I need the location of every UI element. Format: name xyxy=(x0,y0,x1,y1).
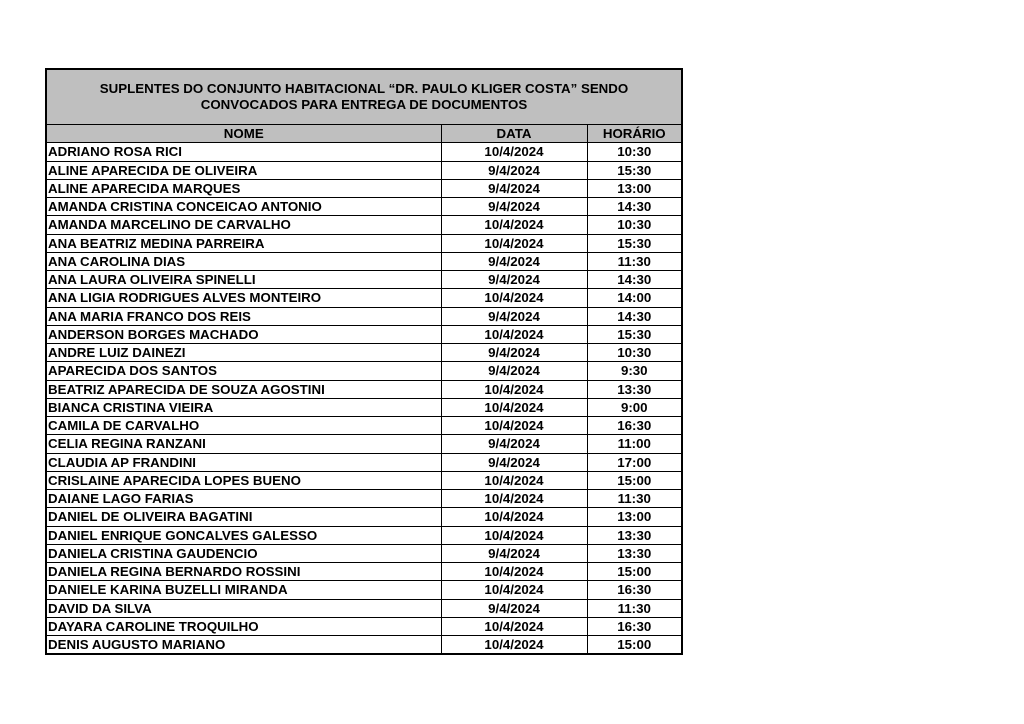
data-cell: 9/4/2024 xyxy=(441,198,587,216)
data-cell: 10/4/2024 xyxy=(441,636,587,655)
data-cell: 10/4/2024 xyxy=(441,325,587,343)
nome-cell: DANIEL ENRIQUE GONCALVES GALESSO xyxy=(46,526,441,544)
nome-cell: ANDERSON BORGES MACHADO xyxy=(46,325,441,343)
nome-cell: ADRIANO ROSA RICI xyxy=(46,143,441,161)
table-row xyxy=(46,526,682,544)
data-cell: 9/4/2024 xyxy=(441,252,587,270)
data-cell: 10/4/2024 xyxy=(441,398,587,416)
nome-cell: AMANDA MARCELINO DE CARVALHO xyxy=(46,216,441,234)
horario-cell: 14:00 xyxy=(587,289,682,307)
horario-cell: 14:30 xyxy=(587,307,682,325)
table-row xyxy=(46,216,682,234)
nome-cell: ANA CAROLINA DIAS xyxy=(46,252,441,270)
table-row xyxy=(46,453,682,471)
horario-cell: 10:30 xyxy=(587,143,682,161)
horario-cell: 13:30 xyxy=(587,526,682,544)
table-row xyxy=(46,271,682,289)
nome-cell: DENIS AUGUSTO MARIANO xyxy=(46,636,441,655)
data-cell: 9/4/2024 xyxy=(441,599,587,617)
horario-cell: 11:30 xyxy=(587,490,682,508)
horario-cell: 11:30 xyxy=(587,252,682,270)
horario-cell: 15:30 xyxy=(587,234,682,252)
data-cell: 10/4/2024 xyxy=(441,508,587,526)
nome-cell: DANIELA REGINA BERNARDO ROSSINI xyxy=(46,563,441,581)
table-row xyxy=(46,563,682,581)
table-row xyxy=(46,617,682,635)
data-cell: 9/4/2024 xyxy=(441,307,587,325)
nome-cell: DAVID DA SILVA xyxy=(46,599,441,617)
column-header-row xyxy=(46,125,682,143)
horario-cell: 15:00 xyxy=(587,563,682,581)
nome-cell: ANA BEATRIZ MEDINA PARREIRA xyxy=(46,234,441,252)
table-row xyxy=(46,599,682,617)
nome-cell: CELIA REGINA RANZANI xyxy=(46,435,441,453)
horario-cell: 13:30 xyxy=(587,544,682,562)
title-line-1: SUPLENTES DO CONJUNTO HABITACIONAL “DR. PAULO KLIGER COSTA” SENDO xyxy=(99,81,629,96)
horario-cell: 9:30 xyxy=(587,362,682,380)
data-cell: 10/4/2024 xyxy=(441,216,587,234)
table-row xyxy=(46,471,682,489)
table-row xyxy=(46,417,682,435)
column-header-nome: NOME xyxy=(46,125,441,143)
table-row xyxy=(46,143,682,161)
data-cell: 10/4/2024 xyxy=(441,617,587,635)
nome-cell: APARECIDA DOS SANTOS xyxy=(46,362,441,380)
horario-cell: 13:00 xyxy=(587,179,682,197)
data-cell: 9/4/2024 xyxy=(441,544,587,562)
data-cell: 10/4/2024 xyxy=(441,380,587,398)
data-cell: 9/4/2024 xyxy=(441,344,587,362)
nome-cell: ALINE APARECIDA MARQUES xyxy=(46,179,441,197)
horario-cell: 14:30 xyxy=(587,271,682,289)
nome-cell: DAYARA CAROLINE TROQUILHO xyxy=(46,617,441,635)
horario-cell: 15:30 xyxy=(587,325,682,343)
table-row xyxy=(46,198,682,216)
table-row xyxy=(46,544,682,562)
data-cell: 10/4/2024 xyxy=(441,417,587,435)
document-sheet xyxy=(45,68,681,655)
nome-cell: ANA MARIA FRANCO DOS REIS xyxy=(46,307,441,325)
table-row xyxy=(46,508,682,526)
table-row xyxy=(46,581,682,599)
table-row xyxy=(46,435,682,453)
nome-cell: ALINE APARECIDA DE OLIVEIRA xyxy=(46,161,441,179)
data-cell: 10/4/2024 xyxy=(441,289,587,307)
table-row xyxy=(46,307,682,325)
horario-cell: 15:00 xyxy=(587,471,682,489)
column-header-data: DATA xyxy=(441,125,587,143)
nome-cell: DAIANE LAGO FARIAS xyxy=(46,490,441,508)
table-row xyxy=(46,490,682,508)
data-cell: 9/4/2024 xyxy=(441,435,587,453)
nome-cell: CLAUDIA AP FRANDINI xyxy=(46,453,441,471)
horario-cell: 10:30 xyxy=(587,216,682,234)
data-cell: 10/4/2024 xyxy=(441,526,587,544)
table-row xyxy=(46,252,682,270)
data-cell: 9/4/2024 xyxy=(441,271,587,289)
nome-cell: CRISLAINE APARECIDA LOPES BUENO xyxy=(46,471,441,489)
table-row xyxy=(46,325,682,343)
data-cell: 10/4/2024 xyxy=(441,563,587,581)
horario-cell: 16:30 xyxy=(587,417,682,435)
nome-cell: DANIEL DE OLIVEIRA BAGATINI xyxy=(46,508,441,526)
table-row xyxy=(46,289,682,307)
title-line-2: CONVOCADOS PARA ENTREGA DE DOCUMENTOS xyxy=(200,97,528,112)
data-cell: 10/4/2024 xyxy=(441,143,587,161)
nome-cell: DANIELA CRISTINA GAUDENCIO xyxy=(46,544,441,562)
data-cell: 9/4/2024 xyxy=(441,362,587,380)
data-cell: 9/4/2024 xyxy=(441,453,587,471)
horario-cell: 14:30 xyxy=(587,198,682,216)
horario-cell: 16:30 xyxy=(587,617,682,635)
horario-cell: 9:00 xyxy=(587,398,682,416)
nome-cell: ANA LIGIA RODRIGUES ALVES MONTEIRO xyxy=(46,289,441,307)
data-cell: 9/4/2024 xyxy=(441,161,587,179)
horario-cell: 15:00 xyxy=(587,636,682,655)
horario-cell: 13:00 xyxy=(587,508,682,526)
horario-cell: 10:30 xyxy=(587,344,682,362)
nome-cell: BIANCA CRISTINA VIEIRA xyxy=(46,398,441,416)
nome-cell: DANIELE KARINA BUZELLI MIRANDA xyxy=(46,581,441,599)
nome-cell: ANA LAURA OLIVEIRA SPINELLI xyxy=(46,271,441,289)
table-row xyxy=(46,234,682,252)
horario-cell: 13:30 xyxy=(587,380,682,398)
data-cell: 10/4/2024 xyxy=(441,234,587,252)
data-cell: 10/4/2024 xyxy=(441,581,587,599)
horario-cell: 17:00 xyxy=(587,453,682,471)
data-cell: 10/4/2024 xyxy=(441,471,587,489)
nome-cell: BEATRIZ APARECIDA DE SOUZA AGOSTINI xyxy=(46,380,441,398)
table-row xyxy=(46,380,682,398)
nome-cell: CAMILA DE CARVALHO xyxy=(46,417,441,435)
nome-cell: AMANDA CRISTINA CONCEICAO ANTONIO xyxy=(46,198,441,216)
horario-cell: 16:30 xyxy=(587,581,682,599)
table-row xyxy=(46,179,682,197)
horario-cell: 15:30 xyxy=(587,161,682,179)
table-title xyxy=(46,69,682,125)
convocation-table xyxy=(45,68,683,655)
table-row xyxy=(46,344,682,362)
title-row xyxy=(46,69,682,125)
table-body xyxy=(46,143,682,655)
table-row xyxy=(46,161,682,179)
table-row xyxy=(46,362,682,380)
horario-cell: 11:30 xyxy=(587,599,682,617)
table-row xyxy=(46,636,682,655)
table-row xyxy=(46,398,682,416)
data-cell: 10/4/2024 xyxy=(441,490,587,508)
horario-cell: 11:00 xyxy=(587,435,682,453)
data-cell: 9/4/2024 xyxy=(441,179,587,197)
nome-cell: ANDRE LUIZ DAINEZI xyxy=(46,344,441,362)
column-header-horario: HORÁRIO xyxy=(587,125,682,143)
